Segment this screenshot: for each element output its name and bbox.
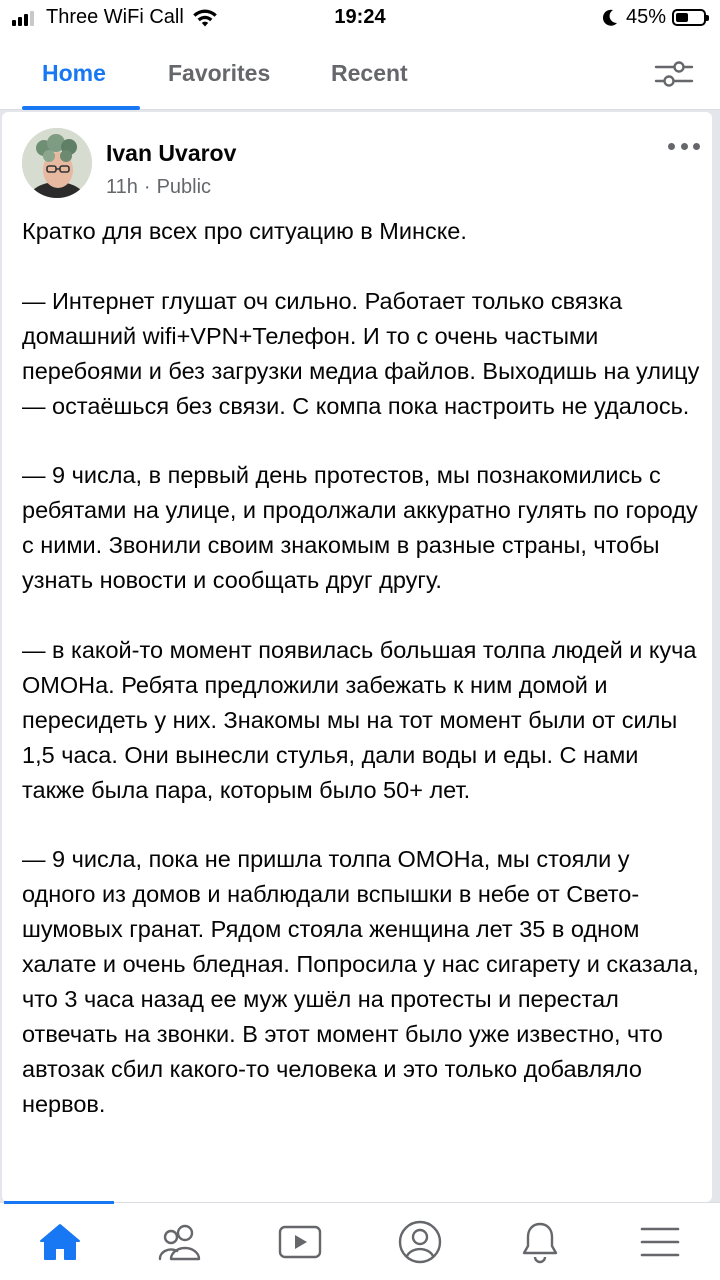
post-privacy: Public [156,176,212,198]
nav-watch[interactable] [276,1219,324,1265]
tab-recent[interactable]: Recent [331,60,408,86]
status-right [602,6,706,29]
tab-favorites[interactable]: Favorites [168,60,271,86]
friends-icon [157,1222,203,1262]
home-icon [38,1222,82,1262]
menu-icon [639,1224,681,1260]
avatar[interactable] [22,128,92,198]
battery-icon [672,9,706,26]
nav-home[interactable] [36,1219,84,1265]
nav-notifications[interactable] [516,1219,564,1265]
battery-level [676,13,688,22]
filter-icon[interactable] [654,58,694,90]
clock: 19:24 [334,6,386,28]
watch-icon [277,1222,323,1262]
feed-tabs [0,38,720,110]
meta-separator: · [143,176,151,198]
nav-friends[interactable] [156,1219,204,1265]
post-time[interactable]: 11h [106,176,138,198]
nav-menu[interactable] [636,1219,684,1265]
profile-icon [397,1219,443,1265]
post-meta [106,176,211,199]
notifications-icon [519,1220,561,1264]
active-nav-indicator [4,1201,114,1204]
status-bar [0,0,720,38]
post-author[interactable]: Ivan Uvarov [106,140,237,166]
bottom-nav [0,1202,720,1280]
battery-percent: 45% [625,6,666,28]
tab-home[interactable]: Home [42,60,106,86]
more-options-icon[interactable] [668,138,700,154]
post-text: Кратко для всех про ситуацию в Минске. — Интернет глушат оч сильно. Работает только связка домашний wifi+VPN+Телефон. И то с очень частыми перебоями и без загрузки медиа файлов. Выходишь на улицу — остаёшься без связи. С компа пока настроить не удалось. — 9 числа, в первый день протестов, мы познакомились с ребятами на улице, и продолжали аккуратно гулять по городу с ними. Звонили своим знакомым в разные страны, чтобы узнать новости и сообщать друг другу. — в какой-то момент появилась большая толпа людей и куча ОМОНа. Ребята предложили забежать к ним домой и пересидеть у них. Знакомы мы на тот момент были от силы 1,5 часа. Они вынесли стулья, дали воды и еды. С нами также была пара, которым было 50+ лет. — 9 числа, пока не пришла толпа ОМОНа, мы стояли у одного из домов и наблюдали вспышки в небе от Свето-шумовых гранат. Рядом стояла женщина лет 35 в одном халате и очень бледная. Попросила у нас сигарету и сказала, что 3 часа назад ее муж ушёл на протесты и перестал отвечать на звонки. В этот момент было уже известно, что автозак сбил какого-то человека и это только добавляло нервов. [22,218,700,1117]
moon-icon [602,9,618,27]
carrier-name: Three WiFi Call [46,6,184,28]
avatar-image [22,128,92,198]
nav-profile[interactable] [396,1219,444,1265]
post-card [2,112,712,1202]
